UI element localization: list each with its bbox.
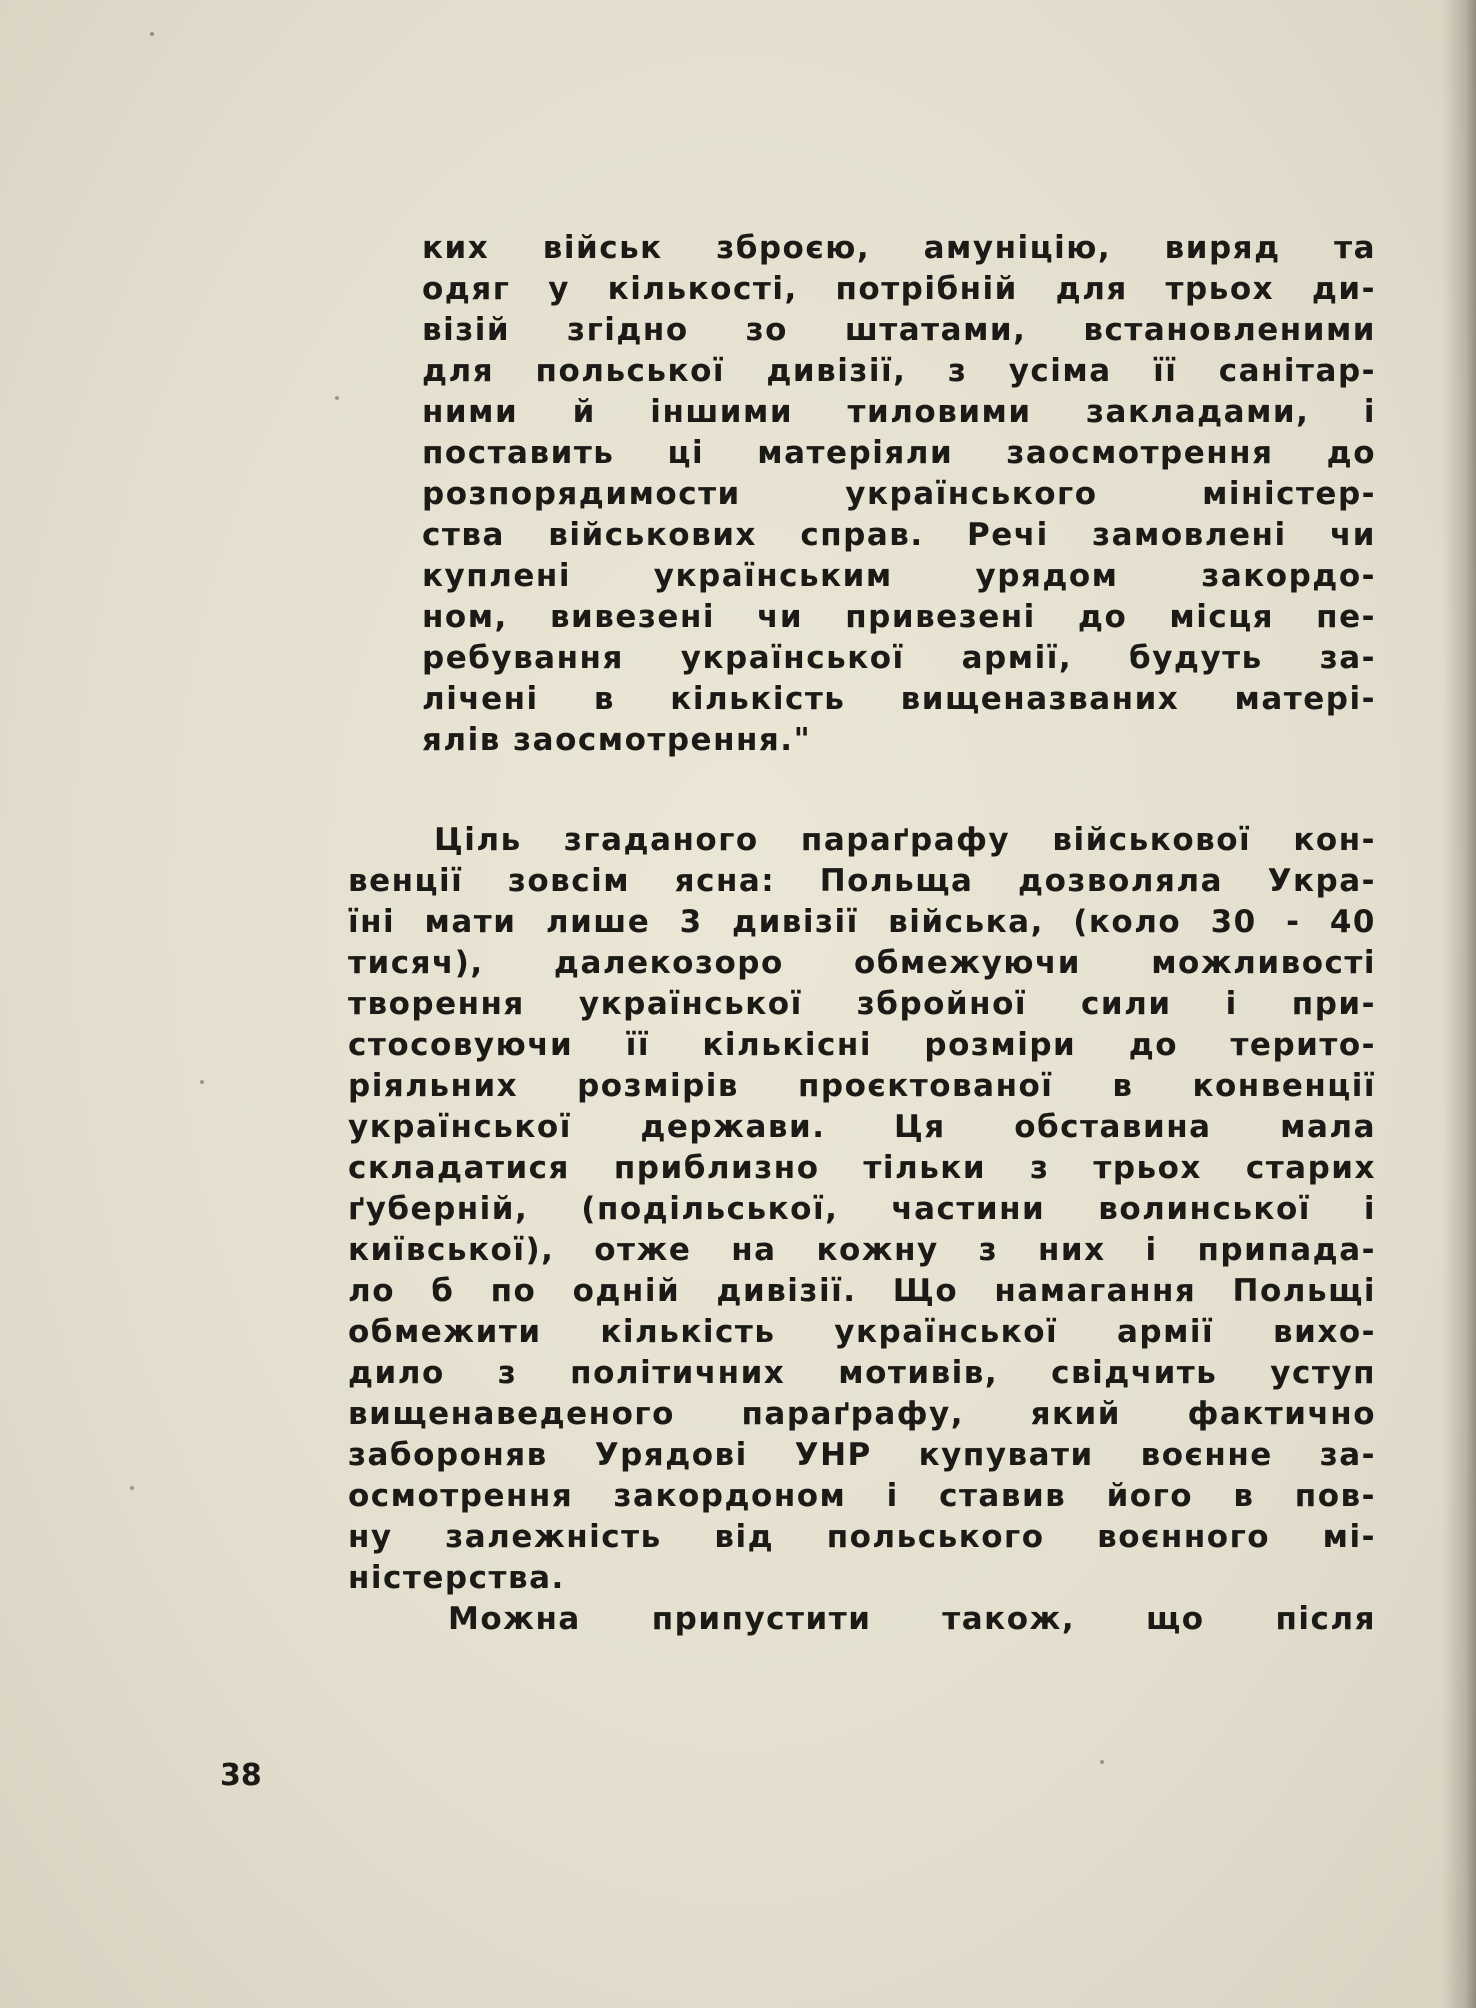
paragraph-line: тисяч), далекозоро обмежуючи можливості [348, 945, 1376, 981]
quote-line: розпорядимости українського міністер- [422, 476, 1376, 512]
quote-line: лічені в кількість вищеназваних матері- [422, 681, 1376, 717]
body-text-block [348, 820, 1376, 1640]
paragraph-line: Ціль згаданого параґрафу військової кон- [434, 822, 1376, 858]
paragraph-line: ло б по одній дивізії. Що намагання Польщі [348, 1273, 1376, 1309]
paragraph-line: ґуберній, (подільської, частини волинської і [348, 1191, 1376, 1227]
paper-speck [335, 396, 339, 400]
quote-line: візій згідно зо штатами, встановленими [422, 312, 1376, 348]
paragraph-line: осмотрення закордоном і ставив його в пов- [348, 1478, 1376, 1514]
quote-line: для польської дивізії, з усіма її санітар- [422, 353, 1376, 389]
quoted-text-block [422, 228, 1376, 761]
quote-line: ких військ зброєю, амуніцію, виряд та [422, 230, 1376, 266]
paragraph-line: дило з політичних мотивів, свідчить уступ [348, 1355, 1376, 1391]
paragraph-line: складатися приблизно тільки з трьох старих [348, 1150, 1376, 1186]
next-paragraph-first-line: Можна припустити також, що після [448, 1601, 1376, 1637]
quote-line: куплені українським урядом закордо- [422, 558, 1376, 594]
paragraph-line: творення української збройної сили і при- [348, 986, 1376, 1022]
paragraph-line: київської), отже на кожну з них і припада- [348, 1232, 1376, 1268]
quote-line: ребування української армії, будуть за- [422, 640, 1376, 676]
quote-line: ними й іншими тиловими закладами, і [422, 394, 1376, 430]
paragraph-line: української держави. Ця обставина мала [348, 1109, 1376, 1145]
page-edge-shadow [1442, 0, 1476, 2008]
quote-line: поставить ці матеріяли заосмотрення до [422, 435, 1376, 471]
paragraph-line: венції зовсім ясна: Польща дозволяла Укра- [348, 863, 1376, 899]
paragraph-line: ністерства. [348, 1560, 565, 1596]
paragraph-line: стосовуючи її кількісні розміри до терито- [348, 1027, 1376, 1063]
page-number: 38 [220, 1758, 262, 1793]
quote-line: одяг у кількості, потрібній для трьох ди- [422, 271, 1376, 307]
quote-line: ном, вивезені чи привезені до місця пе- [422, 599, 1376, 635]
quote-line: ства військових справ. Речі замовлені чи [422, 517, 1376, 553]
paragraph-line: обмежити кількість української армії вихо- [348, 1314, 1376, 1350]
paper-speck [130, 1486, 134, 1490]
paragraph-line: вищенаведеного параґрафу, який фактично [348, 1396, 1376, 1432]
paragraph-line: ріяльних розмірів проєктованої в конвенції [348, 1068, 1376, 1104]
paragraph-line: їні мати лише 3 дивізії війська, (коло 30 - 40 [348, 904, 1376, 940]
paper-speck [1100, 1760, 1104, 1764]
paper-speck [150, 32, 154, 36]
paragraph-line: забороняв Урядові УНР купувати воєнне за- [348, 1437, 1376, 1473]
paper-speck [200, 1080, 204, 1084]
quote-line: ялів заосмотрення." [422, 722, 812, 758]
paragraph-line: ну залежність від польського воєнного мі- [348, 1519, 1376, 1555]
